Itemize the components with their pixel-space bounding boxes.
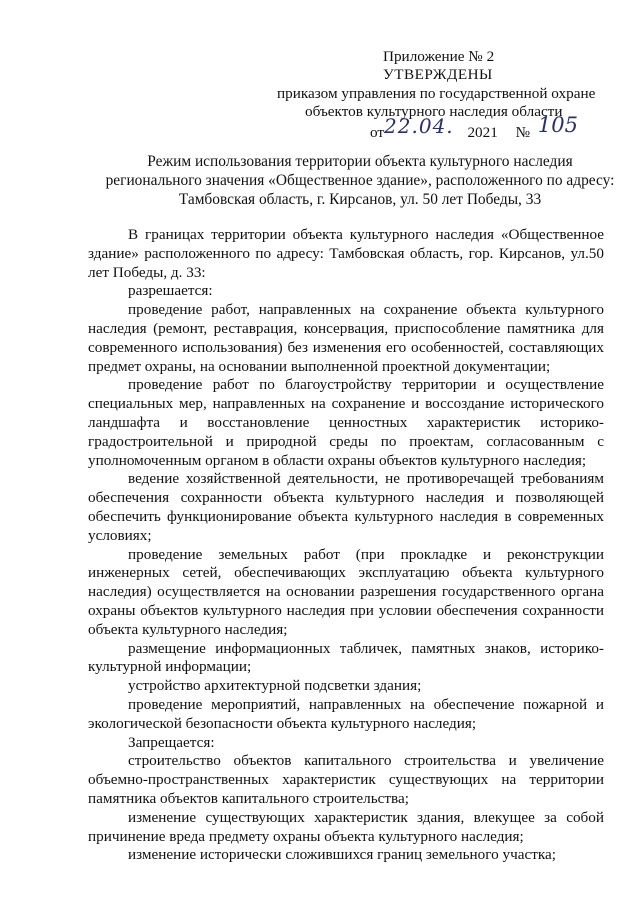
permitted-item: ведение хозяйственной деятельности, не противоречащей требованиям обеспечения сохранности объекта культурного наследия и позволяющей обеспечить функционирование объекта культурного наследия в современных условиях; <box>88 470 604 544</box>
permitted-item: устройство архитектурной подсветки здания; <box>128 677 422 695</box>
permitted-heading: разрешается: <box>128 282 213 300</box>
title-line-3: Тамбовская область, г. Кирсанов, ул. 50 лет Победы, 33 <box>178 191 542 208</box>
appendix-label: Приложение № 2 <box>383 48 495 65</box>
order-line-2: объектов культурного наследия области <box>305 103 563 120</box>
document-body <box>88 226 604 865</box>
order-year: 2021 <box>467 124 498 141</box>
order-date-line <box>370 113 579 142</box>
prohibited-item: изменение существующих характеристик здания, влекущее за собой причинение вреда предмету охраны объекта культурного наследия; <box>88 808 604 845</box>
intro-paragraph: В границах территории объекта культурного наследия «Общественное здание» расположенного по адресу: Тамбовская область, гор. Кирсанов, ул.50 лет Победы, д. 33: <box>88 226 604 281</box>
prohibited-item: строительство объектов капитального строительства и увеличение объемно-пространственных характеристик существующих на территории памятника объектов капитального строительства; <box>88 752 604 807</box>
number-prefix: № <box>515 124 531 141</box>
title-line-2: регионального значения «Общественное здание», расположенного по адресу: <box>105 172 615 189</box>
permitted-item: проведение работ по благоустройству территории и осуществление специальных мер, направленных на сохранение и воссоздание исторического ландшафта и восстановление ценностных характеристик историко-градостроительной и природной среды по проектам, согласованным с уполномоченным органом в области охраны объектов культурного наследия; <box>88 376 604 469</box>
document-title <box>100 152 620 209</box>
permitted-item: проведение работ, направленных на сохранение объекта культурного наследия (ремонт, реставрация, консервация, приспособление памятника для современного использования) без изменения его особенностей, составляющих предмет охраны, на основании выполненной проектной документации; <box>88 301 604 375</box>
date-prefix: от <box>370 124 385 141</box>
prohibited-heading: Запрещается: <box>128 733 215 751</box>
handwritten-date: 22.04. <box>384 114 454 138</box>
title-line-1: Режим использования территории объекта культурного наследия <box>147 153 573 170</box>
approved-label: УТВЕРЖДЕНЫ <box>383 66 493 83</box>
prohibited-item: изменение исторически сложившихся границ земельного участка; <box>128 846 556 864</box>
permitted-item: проведение мероприятий, направленных на обеспечение пожарной и экологической безопасности объекта культурного наследия; <box>88 695 604 732</box>
order-line-1: приказом управления по государственной охране <box>277 85 596 102</box>
handwritten-number: 105 <box>537 113 579 137</box>
permitted-item: размещение информационных табличек, памятных знаков, историко-культурной информации; <box>88 639 604 676</box>
permitted-item: проведение земельных работ (при прокладке и реконструкции инженерных сетей, обеспечивающих эксплуатацию объекта культурного наследия) осуществляется на основании разрешения государственного органа охраны объектов культурного наследия при условии обеспечения сохранности объекта культурного наследия; <box>88 545 604 638</box>
